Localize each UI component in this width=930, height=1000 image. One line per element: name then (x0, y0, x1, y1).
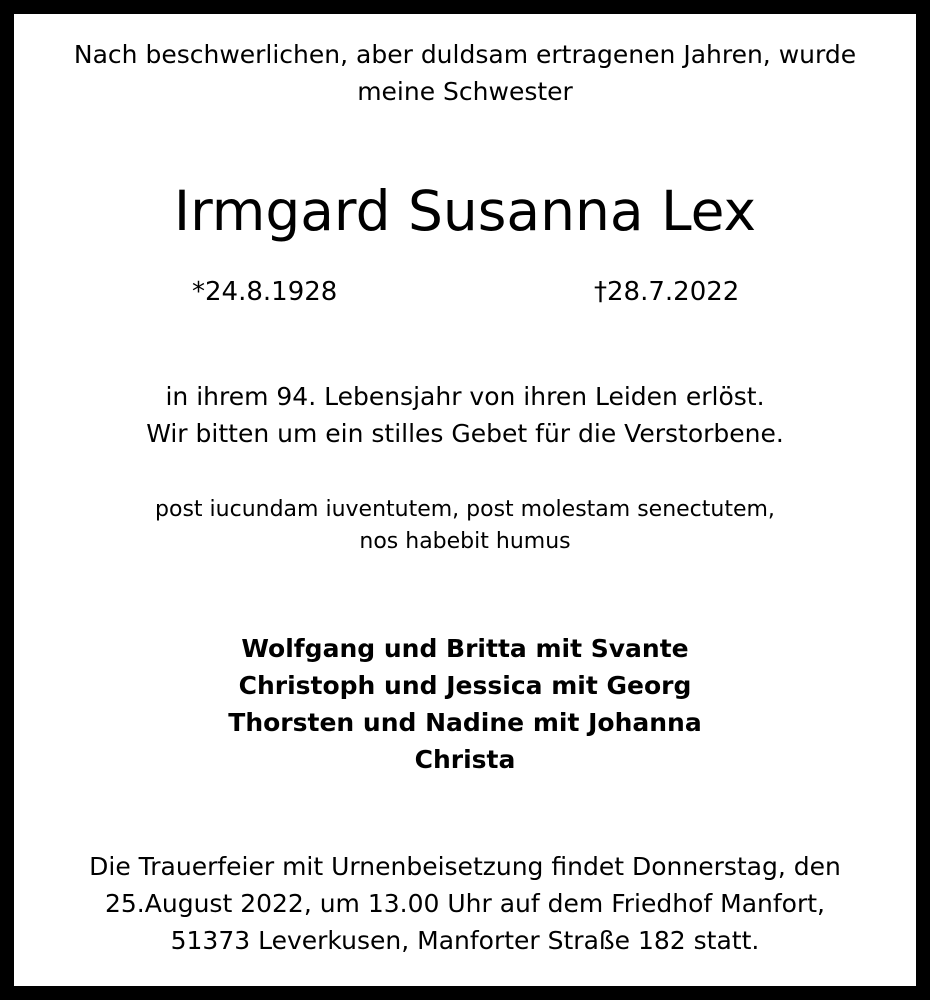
deceased-name: Irmgard Susanna Lex (173, 179, 757, 243)
mourner-line: Christa (414, 745, 516, 774)
death-date: †28.7.2022 (594, 277, 740, 307)
mourners-list (14, 630, 916, 778)
mourner-line: Christoph und Jessica mit Georg (238, 671, 692, 700)
latin-line: nos habebit humus (359, 529, 571, 554)
funeral-details (14, 848, 916, 959)
intro-line: Nach beschwerlichen, aber duldsam ertragenen Jahren, wurde (73, 40, 857, 69)
birth-date: *24.8.1928 (192, 277, 338, 307)
passing-line: Wir bitten um ein stilles Gebet für die Verstorbene. (146, 419, 784, 448)
intro-line: meine Schwester (357, 77, 573, 106)
funeral-line: Die Trauerfeier mit Urnenbeisetzung findet Donnerstag, den (89, 852, 841, 881)
latin-quote (14, 494, 916, 558)
funeral-line: 25.August 2022, um 13.00 Uhr auf dem Friedhof Manfort, (105, 889, 825, 918)
mourner-line: Thorsten und Nadine mit Johanna (228, 708, 702, 737)
funeral-line: 51373 Leverkusen, Manforter Straße 182 statt. (170, 926, 760, 955)
passing-statement (14, 378, 916, 452)
mourner-line: Wolfgang und Britta mit Svante (241, 634, 689, 663)
intro-text (14, 36, 916, 110)
latin-line: post iucundam iuventutem, post molestam senectutem, (155, 497, 775, 522)
passing-line: in ihrem 94. Lebensjahr von ihren Leiden erlöst. (165, 382, 765, 411)
